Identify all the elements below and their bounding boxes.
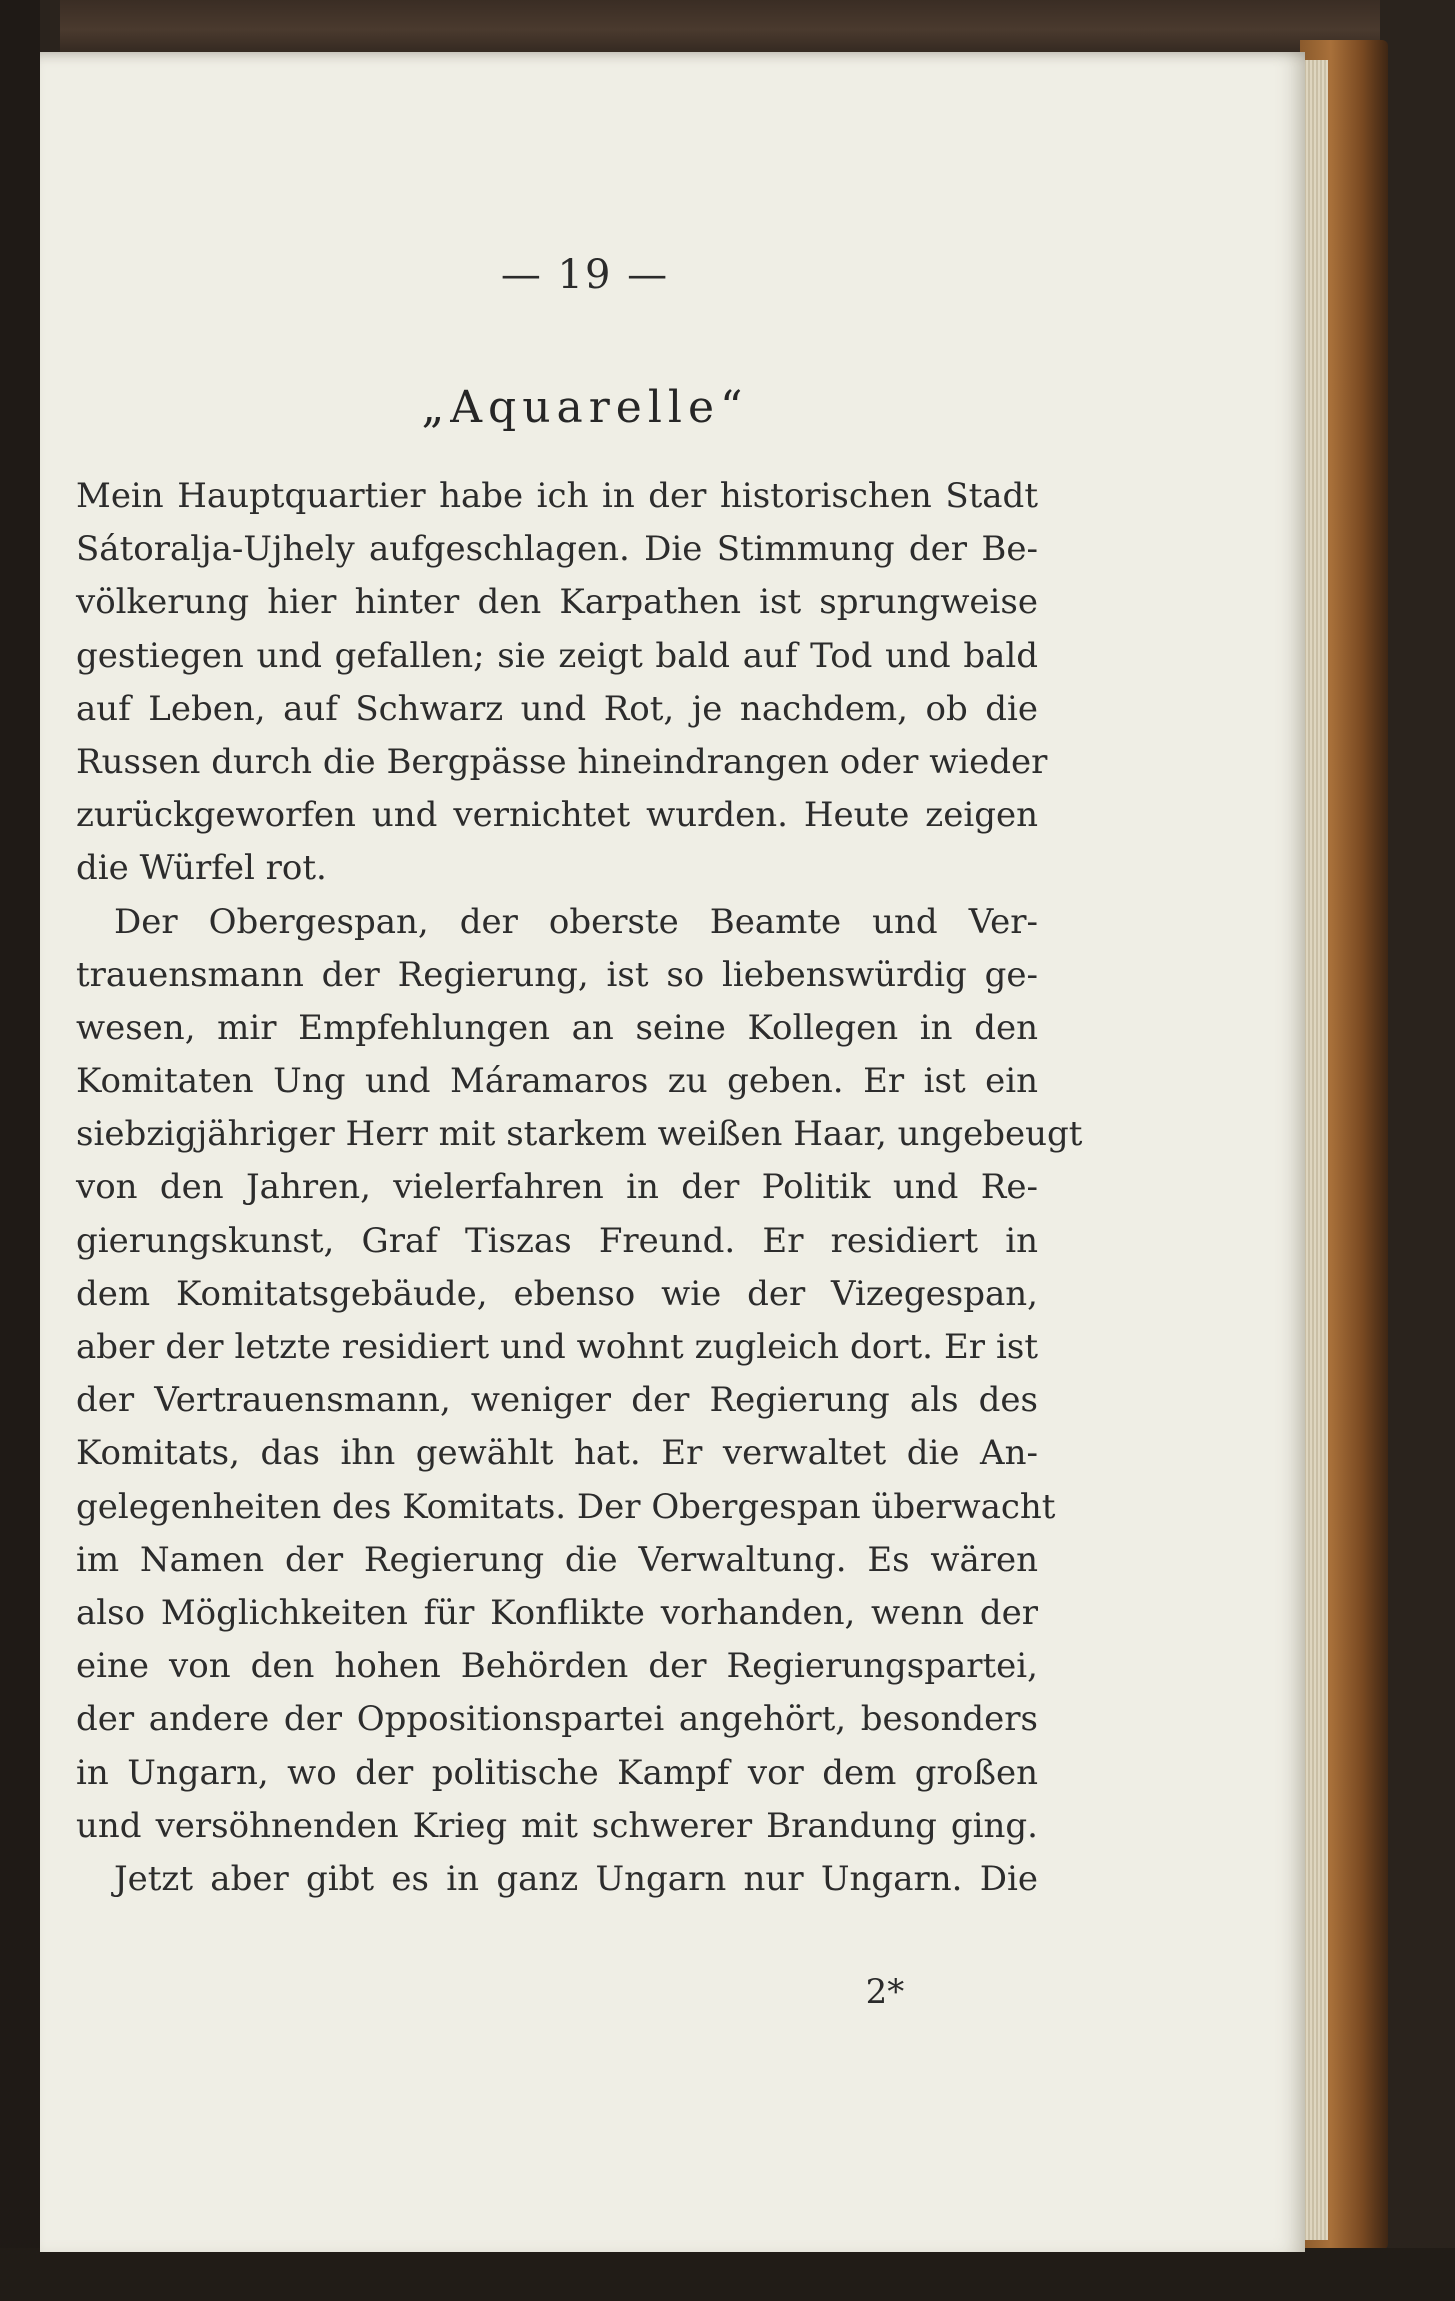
scan-backdrop — [0, 0, 40, 2301]
text-line: aber der letzte residiert und wohnt zugleich dort. Er ist — [76, 1327, 1038, 1367]
text-line: und versöhnenden Krieg mit schwerer Brandung ging. — [76, 1805, 1038, 1846]
page-number: — 19 — — [500, 252, 670, 298]
text-line: Komitaten Ung und Máramaros zu geben. Er ist ein — [76, 1061, 1038, 1102]
text-line: eine von den hohen Behörden der Regierungspartei, — [76, 1646, 1038, 1687]
text-line: auf Leben, auf Schwarz und Rot, je nachdem, ob die — [76, 688, 1038, 729]
text-line: Sátoralja-Ujhely aufgeschlagen. Die Stimmung der Be- — [76, 529, 1038, 570]
text-line: völkerung hier hinter den Karpathen ist sprungweise — [76, 582, 1038, 623]
text-line: Komitats, das ihn gewählt hat. Er verwaltet die An- — [76, 1433, 1038, 1474]
text-line: in Ungarn, wo der politische Kampf vor dem großen — [76, 1752, 1038, 1793]
text-line: trauensmann der Regierung, ist so liebenswürdig ge- — [76, 954, 1038, 995]
chapter-title: „Aquarelle“ — [421, 382, 749, 433]
text-line: Mein Hauptquartier habe ich in der historischen Stadt — [76, 476, 1038, 516]
book-page — [40, 52, 1305, 2252]
text-line: zurückgeworfen und vernichtet wurden. Heute zeigen — [76, 795, 1038, 836]
text-line: von den Jahren, vielerfahren in der Politik und Re- — [76, 1167, 1038, 1208]
text-line: wesen, mir Empfehlungen an seine Kollegen in den — [76, 1007, 1038, 1048]
text-line: im Namen der Regierung die Verwaltung. Es wären — [76, 1539, 1038, 1580]
text-line: gierungskunst, Graf Tiszas Freund. Er residiert in — [76, 1220, 1038, 1261]
body-text — [76, 470, 1083, 1906]
text-line: Der Obergespan, der oberste Beamte und Ver- — [114, 901, 1038, 942]
book-top-edge — [60, 0, 1380, 60]
text-line: also Möglichkeiten für Konflikte vorhanden, wenn der — [76, 1592, 1038, 1633]
text-line: der Vertrauensmann, weniger der Regierung als des — [76, 1380, 1038, 1421]
scan-backdrop-bottom — [0, 2248, 1455, 2301]
text-line: gelegenheiten des Komitats. Der Obergespan überwacht — [76, 1486, 1056, 1527]
text-line: dem Komitatsgebäude, ebenso wie der Vizegespan, — [76, 1273, 1038, 1314]
text-line: die Würfel rot. — [76, 848, 327, 889]
text-line: Jetzt aber gibt es in ganz Ungarn nur Ungarn. Die — [114, 1858, 1038, 1899]
text-line: gestiegen und gefallen; sie zeigt bald auf Tod und bald — [76, 635, 1038, 676]
text-line: der andere der Oppositionspartei angehört, besonders — [76, 1699, 1038, 1740]
text-line: siebzigjähriger Herr mit starkem weißen Haar, ungebeugt — [76, 1114, 1083, 1155]
text-line: Russen durch die Bergpässe hineindrangen oder wieder — [76, 741, 1048, 782]
signature-mark: 2* — [865, 1972, 905, 2012]
